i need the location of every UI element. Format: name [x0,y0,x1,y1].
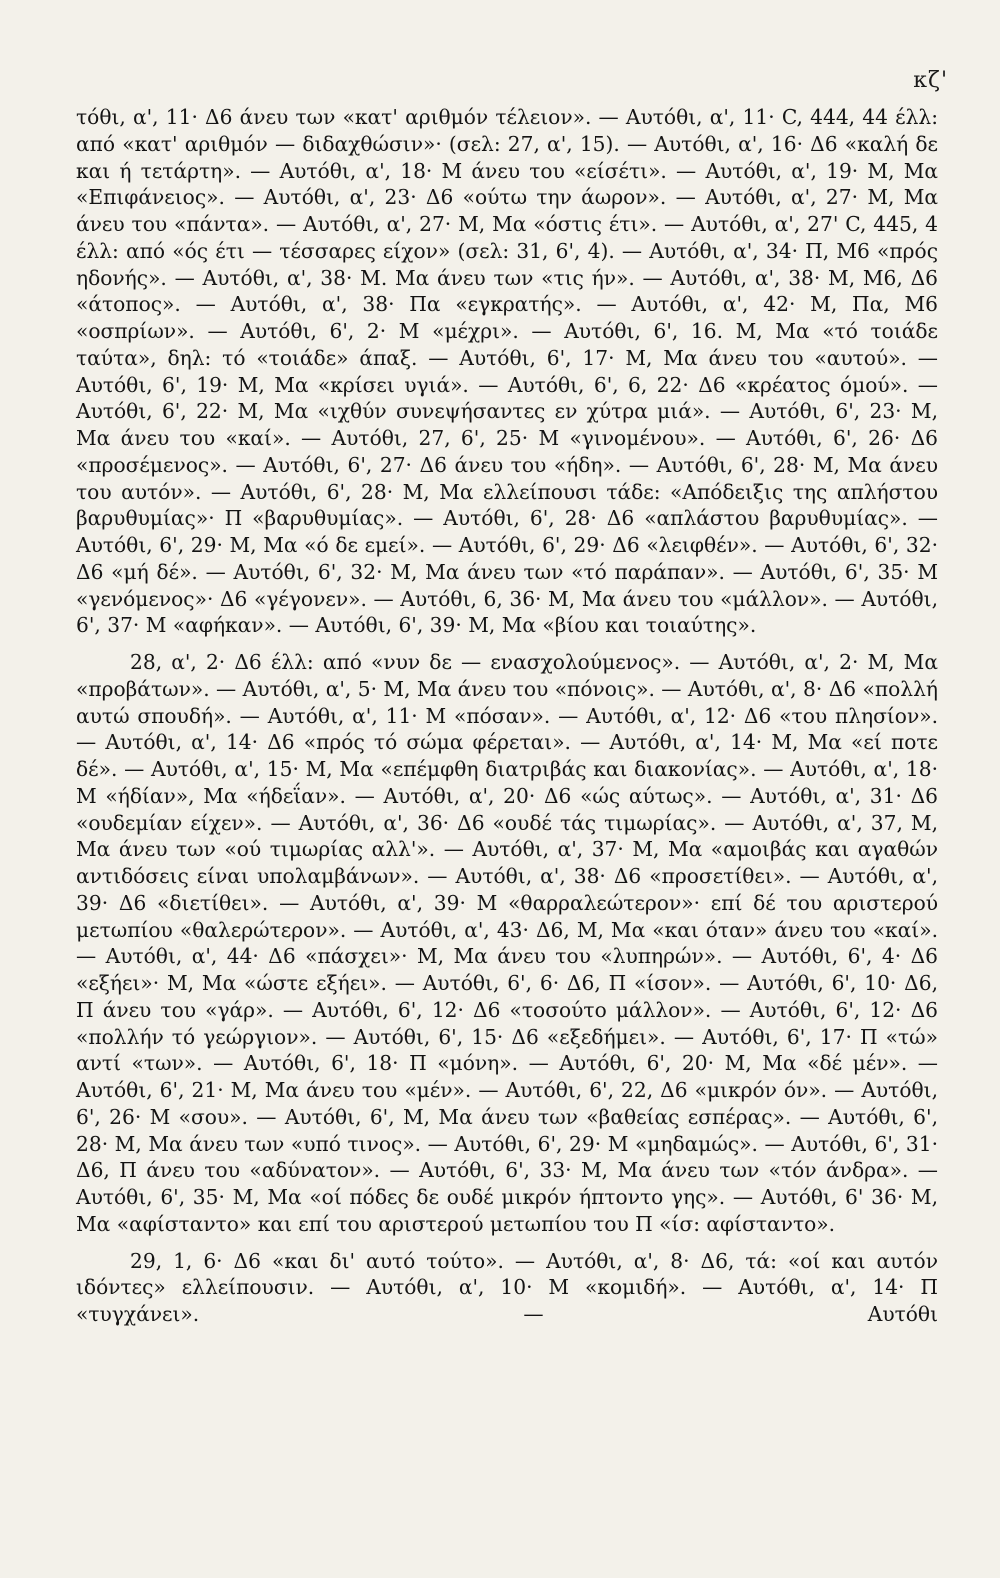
paragraph-continued: τόθι, α', 11· Δ6 άνευ των «κατ' αριθμόν τέλειον». — Αυτόθι, α', 11· C, 444, 44 έλλ: από «κατ' αριθμόν — διδαχθώσιν»· (σελ: 27, α', 15). — Αυτόθι, α', 16· Δ6 «καλή δε και ή τετάρτη». — Αυτόθι, α', 18· Μ άνευ του «είσέτι». — Αυτόθι, α', 19· Μ, Μα «Επιφάνειος». — Αυτόθι, α', 23· Δ6 «ούτω την άωρον». — Αυτόθι, α', 27· Μ, Μα άνευ του «πάντα». — Αυτόθι, α', 27· Μ, Μα «όστις έτι». — Αυτόθι, α', 27' C, 445, 4 έλλ: από «ός έτι — τέσσαρες είχον» (σελ: 31, 6', 4). — Αυτόθι, α', 34· Π, Μ6 «πρός ηδονής». — Αυτόθι, α', 38· Μ. Μα άνευ των «τις ήν». — Αυτόθι, α', 38· Μ, Μ6, Δ6 «άτοπος». — Αυτόθι, α', 38· Πα «εγκρατής». — Αυτόθι, α', 42· Μ, Πα, Μ6 «οσπρίων». — Αυτόθι, 6', 2· Μ «μέχρι». — Αυτόθι, 6', 16. Μ, Μα «τό τοιάδε ταύτα», δηλ: τό «τοιάδε» άπαξ. — Αυτόθι, 6', 17· Μ, Μα άνευ του «αυτού». — Αυτόθι, 6', 19· Μ, Μα «κρίσει υγιά». — Αυτόθι, 6', 6, 22· Δ6 «κρέατος όμού». — Αυτόθι, 6', 22· Μ, Μα «ιχθύν συνεψήσαντες εν χύτρα μιά». — Αυτόθι, 6', 23· Μ, Μα άνευ του «καί». — Αυτόθι, 27, 6', 25· Μ «γινομένου». — Αυτόθι, 6', 26· Δ6 «προσέμενος». — Αυτόθι, 6', 27· Δ6 άνευ του «ήδη». — Αυτόθι, 6', 28· Μ, Μα άνευ του αυτόν». — Αυτόθι, 6', 28· Μ, Μα ελλείπουσι τάδε: «Απόδειξις της απλήστου βαρυθυμίας»· Π «βαρυθυμίας». — Αυτόθι, 6', 28· Δ6 «απλάστου βαρυθυμίας». — Αυτόθι, 6', 29· Μ, Μα «ό δε εμεί». — Αυτόθι, 6', 29· Δ6 «λειφθέν». — Αυτόθι, 6', 32· Δ6 «μή δέ». — Αυτόθι, 6', 32· Μ, Μα άνευ των «τό παράπαν». — Αυτόθι, 6', 35· Μ «γενόμενος»· Δ6 «γέγονεν». — Αυτόθι, 6, 36· Μ, Μα άνευ του «μάλλον». — Αυτόθι, 6', 37· Μ «αφήκαν». — Αυτόθι, 6', 39· Μ, Μα «βίου και τοιαύτης». [76,105,938,638]
body-text [76,104,938,1328]
paragraph-section-29: 29, 1, 6· Δ6 «και δι' αυτό τούτο». — Αυτόθι, α', 8· Δ6, τά: «οί και αυτόν ιδόντες» ελλείπουσιν. — Αυτόθι, α', 10· Μ «κομιδή». — Αυτόθι, α', 14· Π «τυγχάνει». — Αυτόθι [76,1248,938,1326]
paragraph-gap [76,1238,938,1248]
paragraph-gap [76,639,938,649]
page-number: κζ' [913,68,948,93]
paragraph-section-28: 28, α', 2· Δ6 έλλ: από «νυν δε — ενασχολούμενος». — Αυτόθι, α', 2· Μ, Μα «προβάτων». — Αυτόθι, α', 5· Μ, Μα άνευ του «πόνοις». — Αυτόθι, α', 8· Δ6 «πολλή αυτώ σπουδή». — Αυτόθι, α', 11· Μ «πόσαν». — Αυτόθι, α', 12· Δ6 «του πλησίον». — Αυτόθι, α', 14· Δ6 «πρός τό σώμα φέρεται». — Αυτόθι, α', 14· Μ, Μα «εί ποτε δέ». — Αυτόθι, α', 15· Μ, Μα «επέμφθη διατριβάς και διακονίας». — Αυτόθι, α', 18· Μ «ήδίαν», Μα «ήδεΐαν». — Αυτόθι, α', 20· Δ6 «ώς αύτως». — Αυτόθι, α', 31· Δ6 «ουδεμίαν είχεν». — Αυτόθι, α', 36· Δ6 «ουδέ τάς τιμωρίας». — Αυτόθι, α', 37, Μ, Μα άνευ των «ού τιμωρίας αλλ'». — Αυτόθι, α', 37· Μ, Μα «αμοιβάς και αγαθών αντιδόσεις είναι υπολαμβάνων». — Αυτόθι, α', 38· Δ6 «προσετίθει». — Αυτόθι, α', 39· Δ6 «διετίθει». — Αυτόθι, α', 39· Μ «θαρραλεώτερον»· επί δέ του αριστερού μετωπίου «θαλερώτερον». — Αυτόθι, α', 43· Δ6, Μ, Μα «και όταν» άνευ του «καί». — Αυτόθι, α', 44· Δ6 «πάσχει»· Μ, Μα άνευ του «λυπηρών». — Αυτόθι, 6', 4· Δ6 «εξήει»· Μ, Μα «ώστε εξήει». — Αυτόθι, 6', 6· Δ6, Π «ίσον». — Αυτόθι, 6', 10· Δ6, Π άνευ του «γάρ». — Αυτόθι, 6', 12· Δ6 «τοσούτο μάλλον». — Αυτόθι, 6', 12· Δ6 «πολλήν τό γεώργιον». — Αυτόθι, 6', 15· Δ6 «εξεδήμει». — Αυτόθι, 6', 17· Π «τώ» αντί «των». — Αυτόθι, 6', 18· Π «μόνη». — Αυτόθι, 6', 20· Μ, Μα «δέ μέν». — Αυτόθι, 6', 21· Μ, Μα άνευ του «μέν». — Αυτόθι, 6', 22, Δ6 «μικρόν όν». — Αυτόθι, 6', 26· Μ «σου». — Αυτόθι, 6', Μ, Μα άνευ των «βαθείας εσπέρας». — Αυτόθι, 6', 28· Μ, Μα άνευ των «υπό τινος». — Αυτόθι, 6', 29· Μ «μηδαμώς». — Αυτόθι, 6', 31· Δ6, Π άνευ του «αδύνατον». — Αυτόθι, 6', 33· Μ, Μα άνευ των «τόν άνδρα». — Αυτόθι, 6', 35· Μ, Μα «οί πόδες δε ουδέ μικρόν ήπτοντο γης». — Αυτόθι, 6' 36· Μ, Μα «αφίσταντο» και επί του αριστερού μετωπίου του Π «ίσ: αφίσταντο». [76,650,938,1236]
